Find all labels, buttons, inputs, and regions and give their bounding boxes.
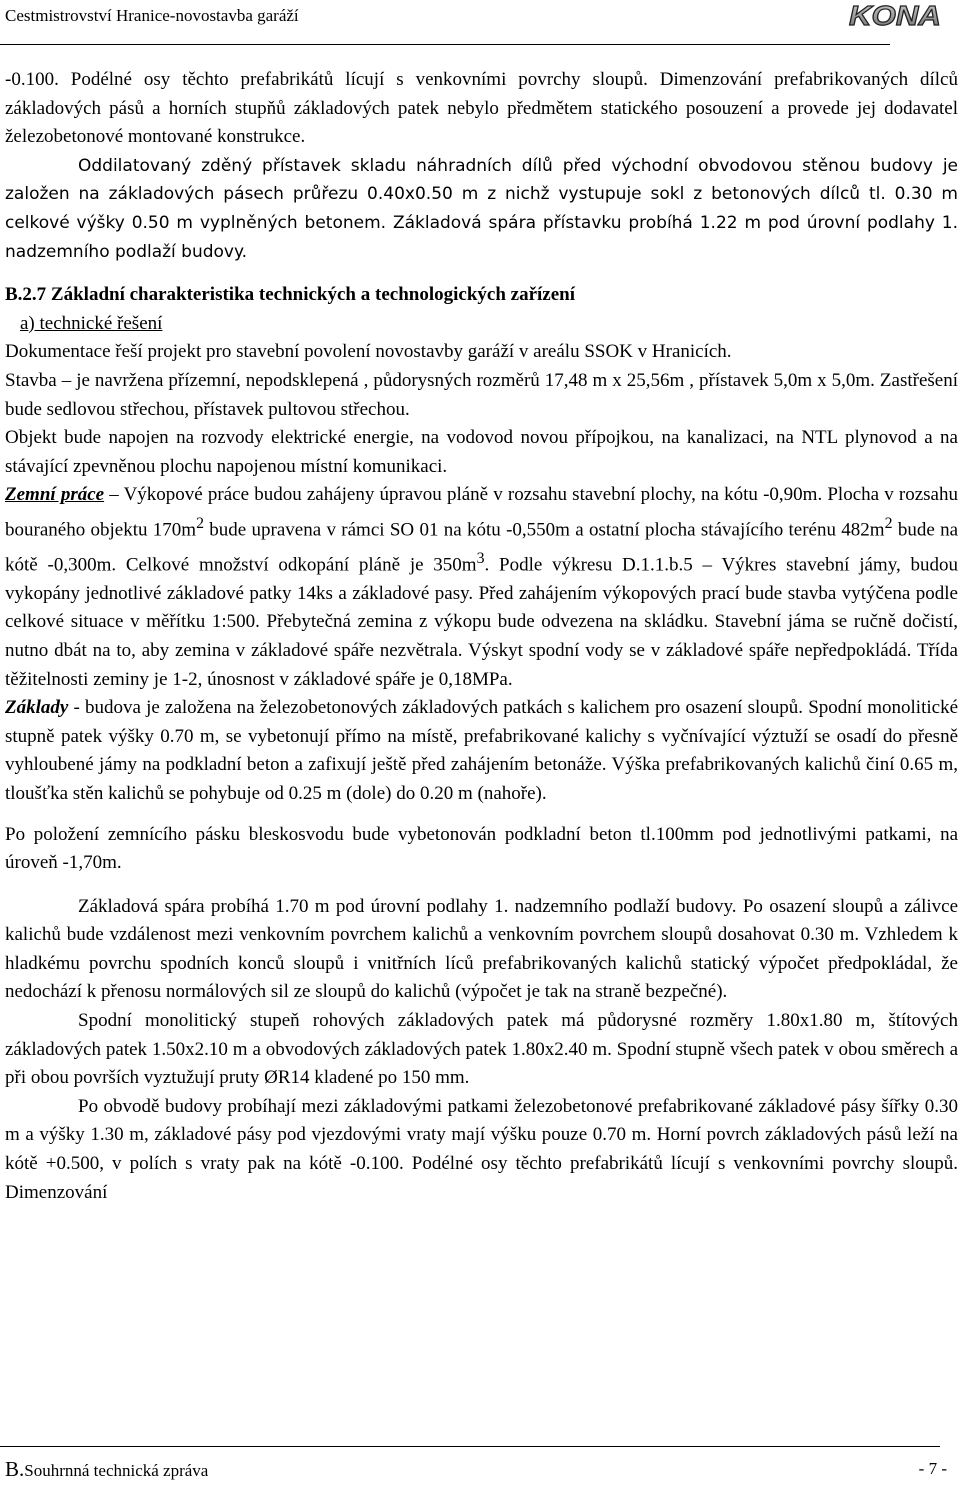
header-title: Cestmistrovství Hranice-novostavba garáží bbox=[5, 6, 299, 25]
paragraph-annex: Oddilatovaný zděný přístavek skladu náhradních dílů před východní obvodovou stěnou budovy je založen na základových pásech průřezu 0.40x0.50 m z nichž vystupuje sokl z betonových dílců tl. 0.30 m celkové výšky 0.50 m vyplněných betonem. Základová spára přístavku probíhá 1.22 m pod úrovní podlahy 1. nadzemního podlaží budovy. bbox=[5, 155, 958, 262]
kona-logo-text: KONA bbox=[849, 0, 941, 30]
foundations-label: Základy bbox=[5, 697, 69, 719]
earthworks-text-3: bude na kótě -0,300m. Celkové množství odkopání pláně je 350m bbox=[5, 519, 958, 576]
paragraph-subbase: Po položení zemnícího pásku bleskosvodu bude vybetonován podkladní beton tl.100mm pod jednotlivými patkami, na úroveň -1,70m. bbox=[5, 823, 958, 874]
earthworks-text-2: bude upravena v rámci SO 01 na kótu -0,550m a ostatní plocha stávajícího terénu 482m bbox=[204, 519, 885, 541]
paragraph-documentation: Dokumentace řeší projekt pro stavební povolení novostavby garáží v areálu SSOK v Hranicích. bbox=[5, 341, 732, 363]
section-subheading bbox=[5, 310, 958, 339]
earthworks-text-4: . Podle výkresu D.1.1.b.5 – Výkres stavební jámy, budou vykopány jednotlivé základové patky 14ks a základové pasy. Před zahájením výkopových prací bude stavba vytýčena podle celkové situace v měřítku 1:500. Přebytečná zemina z výkopu bude odvezena na skládku. Stavební jáma se ručně dočistí, nutno dbát na to, aby zemina v základové spáře nezvětrala. Výskyt spodní vody se v základové spáře nepředpokládá. Třída těžitelnosti zeminy je 1-2, únosnost v základové spáře je 0,18MPa. bbox=[5, 554, 958, 690]
paragraph-foundation-joint: Základová spára probíhá 1.70 m pod úrovní podlahy 1. nadzemního podlaží budovy. Po osazení sloupů a zálivce kalichů bude vzdálenost mezi venkovním povrchem kalichů a venkovním povrchem sloupů dosahovat 0.30 m. Vzhledem k hladkému povrchu spodních konců sloupů i vnitřních líců prefabrikovaných kalichů statický výpočet předpokládal, že nedochází k přenosu normálových sil ze sloupů do kalichů (výpočet je tak na straně bezpečné). bbox=[5, 895, 958, 1003]
paragraph-pad-steps: Spodní monolitický stupeň rohových základových patek má půdorysné rozměry 1.80x1.80 m, štítových základových patek 1.50x2.10 m a obvodových základových patek 1.80x2.40 m. Spodní stupně všech patek v obou směrech a při obou površích vyztužují pruty ØR14 kladené po 150 mm. bbox=[5, 1010, 958, 1089]
paragraph-perimeter-strips: Po obvodě budovy probíhají mezi základovými patkami železobetonové prefabrikované základové pásy šířky 0.30 m a výšky 1.30 m, základové pásy pod vjezdovými vraty mají výšku pouze 0.70 m. Horní povrch základových pásů leží na kótě +0.500, v polích s vraty pak na kótě -0.100. Podélné osy těchto prefabrikátů lícují s venkovními povrchy sloupů. Dimenzování bbox=[5, 1095, 958, 1203]
paragraph-earthworks bbox=[5, 481, 958, 694]
paragraph-building: Stavba – je navržena přízemní, nepodsklepená , půdorysných rozměrů 17,48 m x 25,56m , přístavek 5,0m x 5,0m. Zastřešení bude sedlovou střechou, přístavek pultovou střechou. bbox=[5, 369, 958, 420]
earthworks-label: Zemní práce bbox=[5, 484, 105, 506]
superscript-2: 2 bbox=[884, 514, 893, 532]
paragraph-utilities: Objekt bude napojen na rozvody elektrické energie, na vodovod novou přípojkou, na kanalizaci, na NTL plynovod a na stávající zpevněnou plochu napojenou místní komunikaci. bbox=[5, 427, 958, 477]
document-body bbox=[5, 66, 958, 1207]
header-rule bbox=[0, 44, 890, 45]
paragraph-foundations bbox=[5, 694, 958, 808]
footer-title bbox=[5, 1457, 208, 1482]
foundations-text: - budova je založena na železobetonových základových patkách s kalichem pro osazení sloupů. Spodní monolitické stupně patek výšky 0.70 m, se vybetonují přímo na místě, prefabrikované kalichy s vyčnívající výztuží se osadí do přesně vyhloubené jámy na podkladní beton a zafixují ještě před zahájením betonáže. Výška prefabrikovaných kalichů činí 0.65 m, tloušťka stěn kalichů se pohybuje od 0.25 m (dole) do 0.20 m (nahoře). bbox=[5, 697, 958, 804]
footer-section-letter: B. bbox=[5, 1457, 25, 1481]
footer-rule bbox=[0, 1446, 940, 1447]
subheading-text: a) technické řešení bbox=[20, 312, 163, 334]
earthworks-text-1: – Výkopové práce budou zahájeny úpravou pláně v rozsahu stavební plochy, na kótu -0,90m. Plocha v rozsahu bouraného objektu 170m bbox=[5, 484, 958, 541]
footer-title-text: Souhrnná technická zpráva bbox=[24, 1461, 209, 1480]
section-heading: B.2.7 Základní charakteristika technických a technologických zařízení bbox=[5, 284, 575, 306]
superscript-1: 2 bbox=[196, 514, 204, 532]
kona-logo bbox=[846, 0, 944, 30]
page-number: - 7 - bbox=[918, 1459, 947, 1478]
superscript-3: 3 bbox=[476, 549, 485, 567]
paragraph-foundation-strips-end: -0.100. Podélné osy těchto prefabrikátů lícují s venkovními povrchy sloupů. Dimenzování prefabrikovaných dílců základových pásů a horních stupňů základových patek nebylo předmětem statického posouzení a provede jej dodavatel železobetonové montované konstrukce. bbox=[5, 69, 958, 148]
